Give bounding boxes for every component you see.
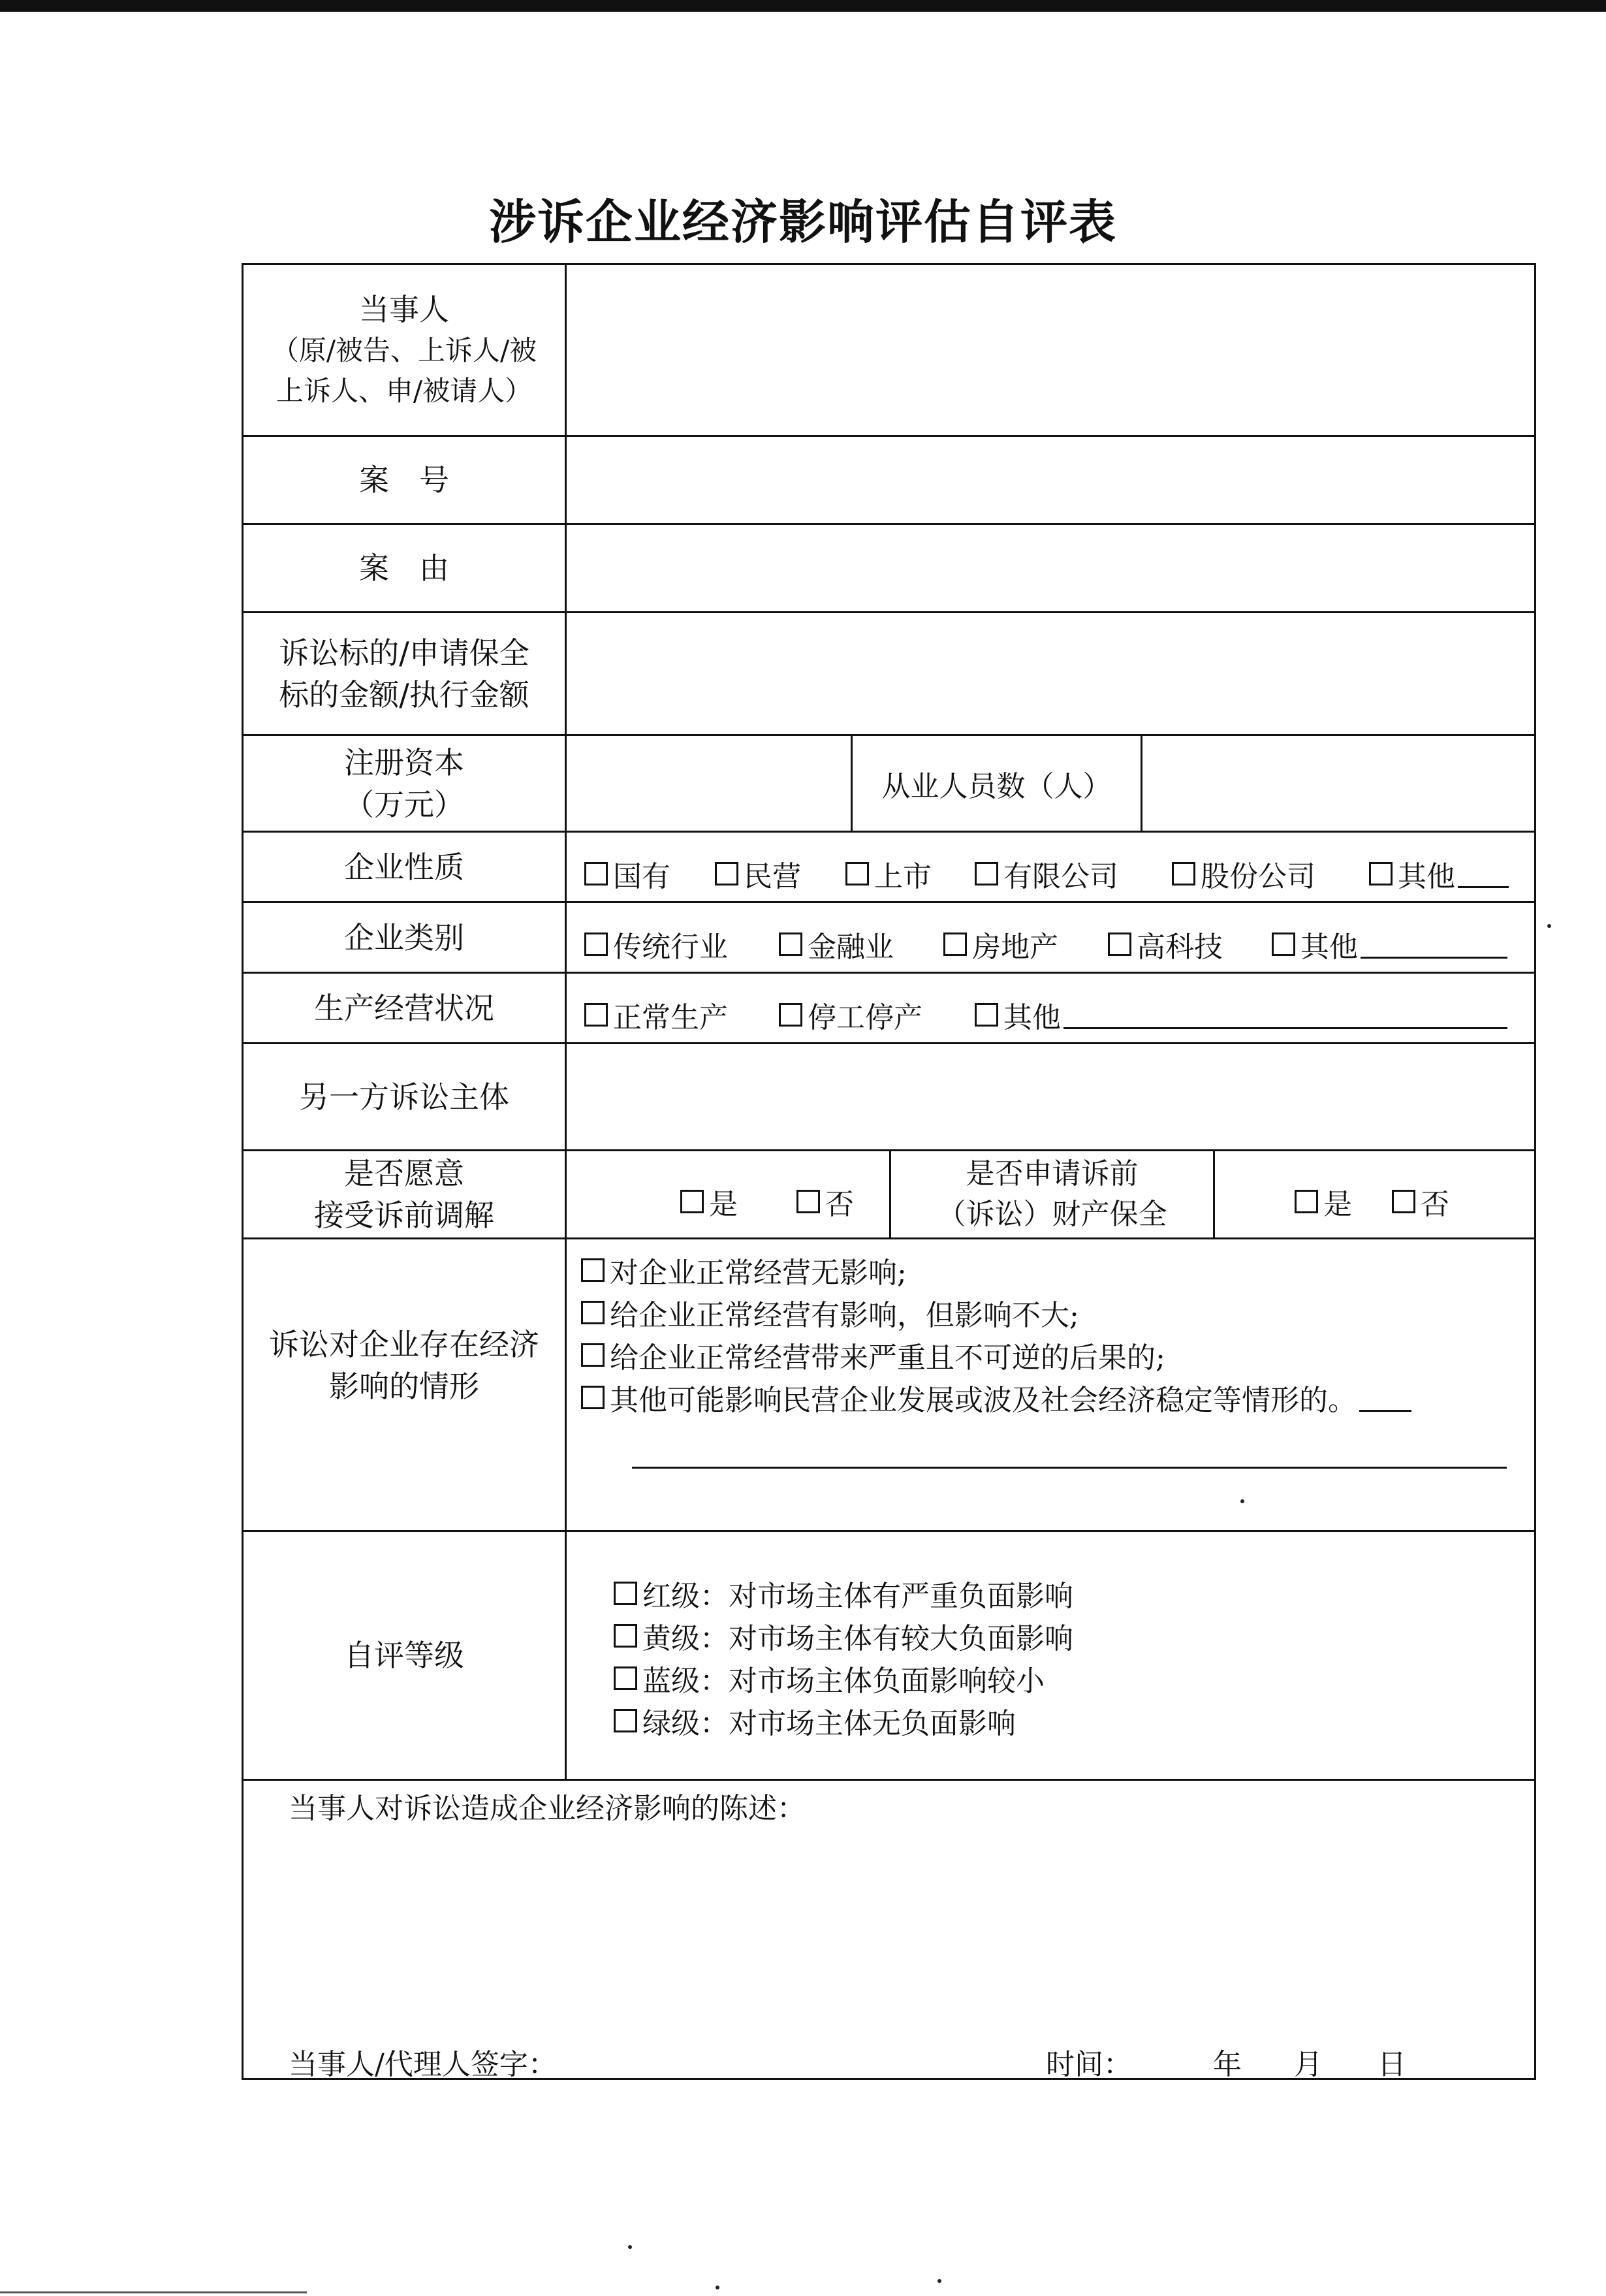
nature-option-listed[interactable]: 上市 xyxy=(845,853,932,895)
checkbox-icon[interactable] xyxy=(975,862,998,885)
checkbox-icon[interactable] xyxy=(614,1582,637,1605)
preservation-label-cell xyxy=(891,1151,1213,1237)
day-label: 日 xyxy=(1378,2048,1406,2081)
category-option-other[interactable]: 其他 xyxy=(1272,923,1507,965)
impact-label-2: 影响的情形 xyxy=(329,1368,479,1404)
checkbox-icon[interactable] xyxy=(1369,862,1393,885)
operation-label: 生产经营状况 xyxy=(314,990,494,1026)
checkbox-icon[interactable] xyxy=(614,1624,637,1648)
checkbox-icon[interactable] xyxy=(614,1709,637,1732)
mediation-yes[interactable]: 是 xyxy=(680,1181,738,1222)
mediation-label-1: 是否愿意 xyxy=(344,1156,464,1191)
rating-option-blue[interactable]: 蓝级：对市场主体负面影响较小 xyxy=(614,1657,1045,1699)
amount-label-cell xyxy=(244,613,565,734)
capital-field[interactable] xyxy=(567,736,851,831)
nature-label: 企业性质 xyxy=(344,849,464,885)
month-label: 月 xyxy=(1294,2048,1323,2081)
operation-option-suspended[interactable]: 停工停产 xyxy=(779,994,922,1036)
checkbox-icon[interactable] xyxy=(1108,933,1131,956)
signature-label: 当事人/代理人签字： xyxy=(289,2048,557,2081)
checkbox-icon[interactable] xyxy=(584,862,608,885)
impact-option-other[interactable]: 其他可能影响民营企业发展或波及社会经济稳定等情形的。 xyxy=(581,1377,1411,1418)
assessment-form-table xyxy=(242,263,1536,2080)
amount-label-2: 标的金额/执行金额 xyxy=(279,677,529,712)
year-label: 年 xyxy=(1213,2048,1242,2081)
checkbox-icon[interactable] xyxy=(715,862,738,885)
party-sublabel-1: （原/被告、上诉人/被 xyxy=(271,334,537,366)
other-party-label: 另一方诉讼主体 xyxy=(299,1079,509,1115)
scan-edge-bottom xyxy=(0,2291,307,2293)
checkbox-icon[interactable] xyxy=(581,1386,605,1409)
preservation-label-1: 是否申请诉前 xyxy=(966,1157,1139,1190)
mediation-no[interactable]: 否 xyxy=(796,1181,854,1222)
scan-speck xyxy=(628,2245,632,2249)
category-option-finance[interactable]: 金融业 xyxy=(779,923,894,965)
case-cause-label: 案 由 xyxy=(359,550,449,586)
page-title: 涉诉企业经济影响评估自评表 xyxy=(488,194,1117,249)
preservation-label-2: （诉讼）财产保全 xyxy=(937,1198,1167,1231)
checkbox-icon[interactable] xyxy=(584,933,608,956)
nature-option-joint-stock[interactable]: 股份公司 xyxy=(1172,853,1315,895)
checkbox-icon[interactable] xyxy=(796,1190,820,1213)
checkbox-icon[interactable] xyxy=(680,1190,704,1213)
operation-option-normal[interactable]: 正常生产 xyxy=(584,994,728,1036)
party-label: 当事人 xyxy=(359,292,449,327)
category-option-real-estate[interactable]: 房地产 xyxy=(943,923,1058,965)
col-divider xyxy=(1213,1149,1215,1237)
statement-label: 当事人对诉讼造成企业经济影响的陈述： xyxy=(289,1792,806,1825)
preservation-yes[interactable]: 是 xyxy=(1295,1181,1352,1222)
checkbox-icon[interactable] xyxy=(845,862,869,885)
preservation-no[interactable]: 否 xyxy=(1392,1181,1449,1222)
checkbox-icon[interactable] xyxy=(1295,1190,1318,1213)
category-label: 企业类别 xyxy=(344,919,464,955)
impact-option-severe[interactable]: 给企业正常经营带来严重且不可逆的后果的; xyxy=(581,1334,1165,1376)
scan-speck xyxy=(1547,924,1551,928)
nature-other-blank[interactable] xyxy=(1458,860,1509,888)
impact-option-none[interactable]: 对企业正常经营无影响; xyxy=(581,1249,907,1291)
impact-other-line[interactable] xyxy=(632,1467,1507,1469)
rating-option-yellow[interactable]: 黄级：对市场主体有较大负面影响 xyxy=(614,1615,1073,1657)
operation-other-blank[interactable] xyxy=(1063,1001,1507,1029)
rating-label: 自评等级 xyxy=(344,1638,464,1673)
rating-option-red[interactable]: 红级：对市场主体有严重负面影响 xyxy=(614,1572,1073,1614)
capital-label-cell xyxy=(244,736,565,831)
category-option-high-tech[interactable]: 高科技 xyxy=(1108,923,1223,965)
checkbox-icon[interactable] xyxy=(779,1003,802,1027)
category-option-traditional[interactable]: 传统行业 xyxy=(584,923,728,965)
case-number-field[interactable] xyxy=(567,437,1534,523)
mediation-label-2: 接受诉前调解 xyxy=(314,1198,494,1233)
checkbox-icon[interactable] xyxy=(581,1258,605,1282)
amount-label-1: 诉讼标的/申请保全 xyxy=(279,635,529,671)
col-divider xyxy=(1534,263,1536,2080)
row-divider xyxy=(242,1779,1536,1781)
employees-field[interactable] xyxy=(1142,736,1534,831)
party-sublabel-2: 上诉人、申/被请人） xyxy=(276,375,533,407)
other-party-field[interactable] xyxy=(567,1044,1534,1149)
case-cause-field[interactable] xyxy=(567,525,1534,611)
checkbox-icon[interactable] xyxy=(975,1003,998,1027)
category-other-blank[interactable] xyxy=(1361,931,1507,959)
nature-option-state[interactable]: 国有 xyxy=(584,853,670,895)
nature-option-other[interactable]: 其他 xyxy=(1369,853,1509,895)
mediation-label-cell xyxy=(244,1151,565,1237)
impact-option-minor[interactable]: 给企业正常经营有影响，但影响不大; xyxy=(581,1292,1079,1333)
checkbox-icon[interactable] xyxy=(584,1003,608,1027)
party-value-field[interactable] xyxy=(567,265,1534,435)
operation-option-other[interactable]: 其他 xyxy=(975,994,1507,1036)
checkbox-icon[interactable] xyxy=(1392,1190,1415,1213)
statement-field[interactable] xyxy=(244,1830,1534,2026)
capital-label-1: 注册资本 xyxy=(344,744,464,780)
checkbox-icon[interactable] xyxy=(779,933,802,956)
nature-option-private[interactable]: 民营 xyxy=(715,853,801,895)
scan-speck xyxy=(937,2279,941,2283)
time-label: 时间： xyxy=(1046,2048,1132,2081)
checkbox-icon[interactable] xyxy=(614,1666,637,1690)
checkbox-icon[interactable] xyxy=(1272,933,1295,956)
checkbox-icon[interactable] xyxy=(581,1343,605,1367)
employees-label: 从业人员数（人） xyxy=(881,769,1112,803)
capital-label-2: （万元） xyxy=(344,786,464,822)
impact-label-1: 诉讼对企业存在经济 xyxy=(269,1326,539,1362)
checkbox-icon[interactable] xyxy=(1172,862,1195,885)
scan-speck xyxy=(1240,1499,1244,1503)
rating-option-green[interactable]: 绿级：对市场主体无负面影响 xyxy=(614,1700,1016,1742)
party-label-cell xyxy=(244,265,565,435)
checkbox-icon[interactable] xyxy=(581,1301,605,1324)
checkbox-icon[interactable] xyxy=(943,933,967,956)
scan-speck xyxy=(716,2286,719,2289)
impact-other-blank[interactable] xyxy=(1359,1384,1411,1412)
amount-field[interactable] xyxy=(567,613,1534,734)
impact-label-cell xyxy=(244,1239,565,1530)
nature-option-limited[interactable]: 有限公司 xyxy=(975,853,1118,895)
scan-edge xyxy=(0,0,1606,12)
case-number-label: 案 号 xyxy=(359,462,449,498)
